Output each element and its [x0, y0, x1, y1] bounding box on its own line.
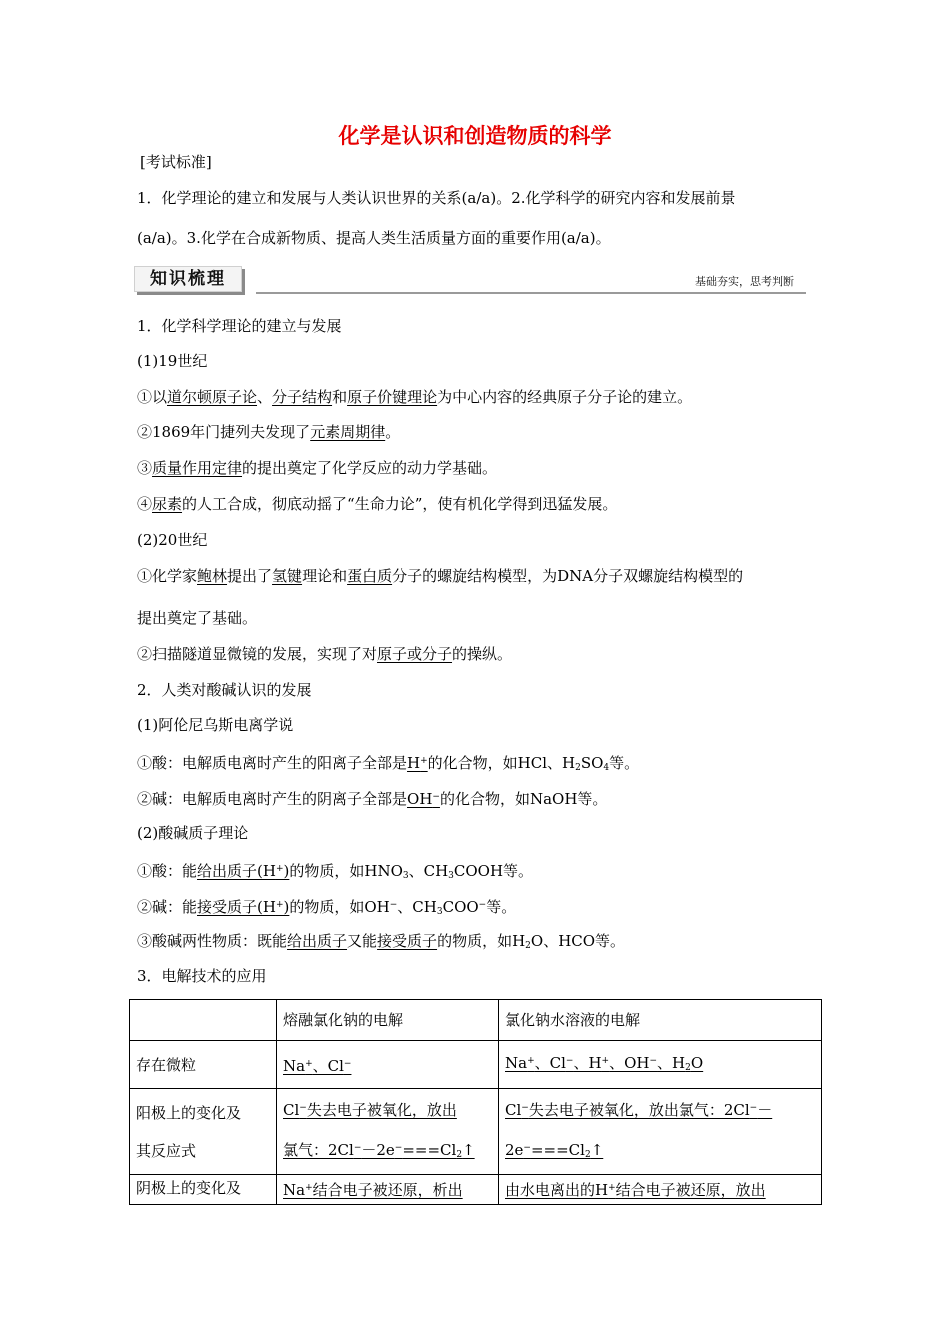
s2-proton-base: ②碱：能接受质子(H+)的物质，如OH−、$CH_3COO^-$等。 [137, 898, 517, 917]
section-header [134, 266, 806, 296]
standards-line-2: (a/a)。3.化学在合成新物质、提高人类生活质量方面的重要作用(a/a)。 [137, 229, 611, 247]
s2-acid-def: ①酸：电解质电离时产生的阳离子全部是H+的化合物，如HCl、$H_2SO_4$等。 [137, 754, 640, 773]
s2-heading: 2．人类对酸碱认识的发展 [137, 681, 312, 699]
electrolysis-table [129, 999, 822, 1205]
cell-anode-molten: Cl−失去电子被氧化，放出 氯气：$2Cl^--2e^-===Cl_2↑$ [277, 1089, 499, 1175]
s2-proton-acid: ①酸：能给出质子(H+)的物质，如$HNO_3$、$CH_3COOH$等。 [137, 862, 534, 881]
s1-19-item-4: ④尿素的人工合成，彻底动摇了“生命力论”，使有机化学得到迅猛发展。 [137, 495, 618, 513]
cell-particles-molten: Na+、Cl− [277, 1041, 499, 1089]
page-title: 化学是认识和创造物质的科学 [338, 124, 612, 148]
section-label: 知识梳理 [134, 266, 242, 292]
standards-line-1: 1．化学理论的建立和发展与人类认识世界的关系(a/a)。2.化学科学的研究内容和发展前景 [137, 189, 736, 207]
s1-20-item-2: ②扫描隧道显微镜的发展，实现了对原子或分子的操纵。 [137, 645, 513, 663]
s3-heading: 3．电解技术的应用 [137, 967, 267, 985]
s2-arrhenius: (1)阿伦尼乌斯电离学说 [137, 716, 294, 734]
exam-standard-label: [考试标准] [140, 153, 212, 171]
s1-20-item-1: ①化学家鲍林提出了氢键理论和蛋白质分子的螺旋结构模型，为DNA分子双螺旋结构模型的 [137, 567, 744, 585]
table-corner-cell [130, 1000, 277, 1041]
s1-20th-century: (2)20世纪 [137, 531, 208, 549]
s1-20-item-1-cont: 提出奠定了基础。 [137, 609, 258, 627]
cell-cathode-molten: Na+结合电子被还原，析出 [277, 1175, 499, 1205]
table-header-solution: 氯化钠水溶液的电解 [499, 1000, 822, 1041]
s1-19-item-2: ②1869年门捷列夫发现了元素周期律。 [137, 423, 401, 441]
s2-proton-theory: (2)酸碱质子理论 [137, 824, 249, 842]
s1-heading: 1．化学科学理论的建立与发展 [137, 317, 342, 335]
row-label-anode: 阳极上的变化及 其反应式 [130, 1089, 277, 1175]
s1-19th-century: (1)19世纪 [137, 352, 208, 370]
table-row-particles [130, 1041, 822, 1089]
row-label-cathode: 阴极上的变化及 [130, 1175, 277, 1205]
table-header-molten: 熔融氯化钠的电解 [277, 1000, 499, 1041]
section-divider [256, 292, 806, 294]
s2-amphoteric: ③酸碱两性物质：既能给出质子又能接受质子的物质，如$H_2O$、HCO等。 [137, 932, 626, 951]
table-header-row [130, 1000, 822, 1041]
table-row-cathode [130, 1175, 822, 1205]
s2-base-def: ②碱：电解质电离时产生的阴离子全部是OH−的化合物，如NaOH等。 [137, 790, 608, 808]
row-label-particles: 存在微粒 [130, 1041, 277, 1089]
s1-19-item-1: ①以道尔顿原子论、分子结构和原子价键理论为中心内容的经典原子分子论的建立。 [137, 388, 693, 406]
cell-anode-solution: Cl−失去电子被氧化，放出氯气：2Cl−－ $2e^-===Cl_2↑$ [499, 1089, 822, 1175]
cell-cathode-solution: 由水电离出的H+结合电子被还原，放出 [499, 1175, 822, 1205]
table-row-anode [130, 1089, 822, 1175]
section-tag: 基础夯实，思考判断 [695, 275, 794, 288]
s1-19-item-3: ③质量作用定律的提出奠定了化学反应的动力学基础。 [137, 459, 498, 477]
cell-particles-solution: Na+、Cl−、H+、OH−、$H_2O$ [499, 1041, 822, 1089]
